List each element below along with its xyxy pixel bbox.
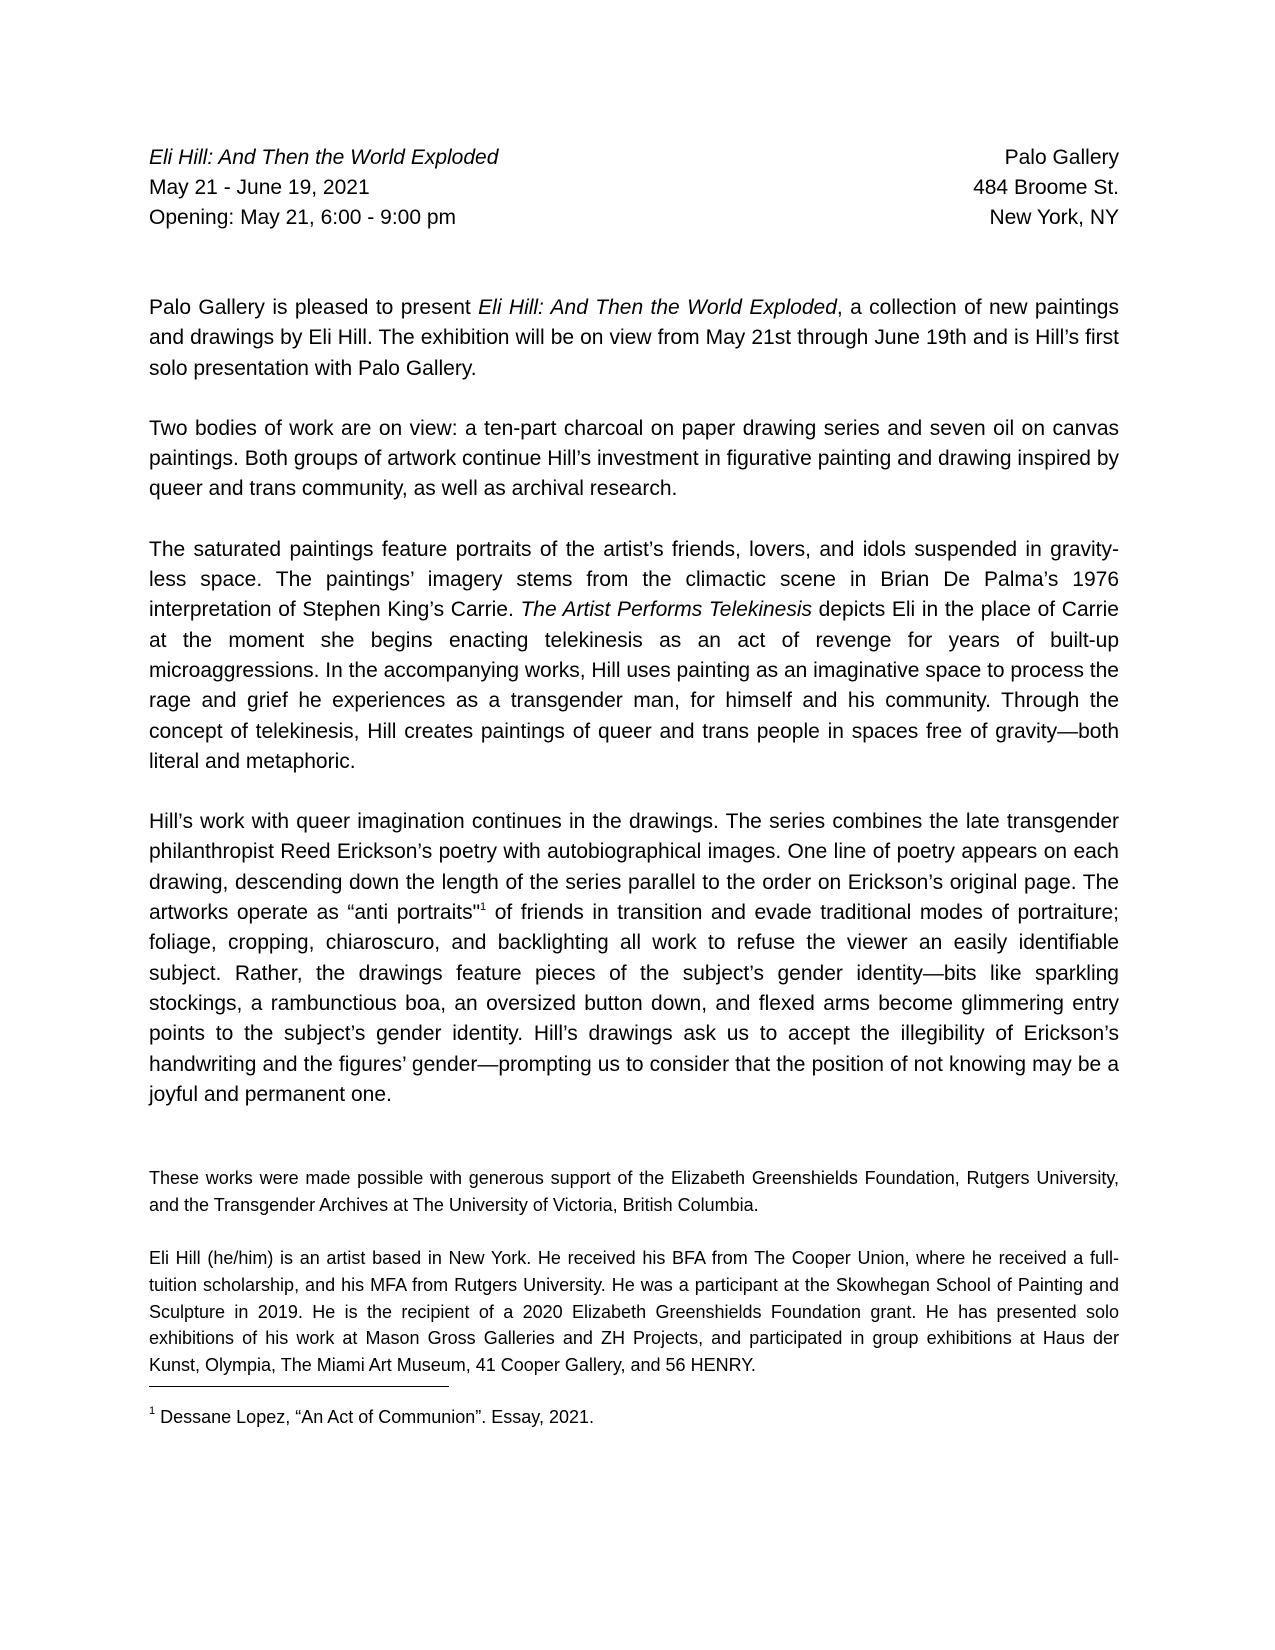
drawings-paragraph: Hill’s work with queer imagination continues in the drawings. The series combines the late transgender philanthropist Reed Erickson’s poetry with autobiographical images. One line of poetry appears on each drawing, descending down the length of the series parallel to the order on Erickson’s original page. The artworks operate as “anti portraits"$^1$ of friends in transition and evade traditional modes of portraiture; foliage, cropping, chiaroscuro, and backlighting all work to refuse the viewer an easily identifiable subject. Rather, the drawings feature pieces of the subject’s gender identity—bits like sparkling stockings, a rambunctious boa, an oversized button down, and flexed arms become glimmering entry points to the subject’s gender identity. Hill’s drawings ask us to accept the illegibility of Erickson’s handwriting and the figures’ gender—prompting us to consider that the position of not knowing may be a joyful and permanent one. bbox=[149, 810, 1120, 1106]
footnote-divider bbox=[149, 1386, 449, 1387]
city: New York, NY bbox=[989, 206, 1119, 229]
gallery-name: Palo Gallery bbox=[1004, 146, 1119, 169]
press-release-page bbox=[149, 143, 1119, 1429]
header bbox=[149, 143, 1119, 239]
exhibition-info bbox=[149, 143, 498, 233]
footnote: $^1$ Dessane Lopez, “An Act of Communion”. Essay, 2021. bbox=[149, 1405, 595, 1428]
street-address: 484 Broome St. bbox=[973, 176, 1119, 199]
footnote-marker: 1 bbox=[149, 1405, 156, 1418]
artist-bio-paragraph: Eli Hill (he/him) is an artist based in New York. He received his BFA from The Cooper Union, where he received a full-tuition scholarship, and his MFA from Rutgers University. He was a participant at the Skowhegan School of Painting and Sculpture in 2019. He is the recipient of a 2020 Elizabeth Greenshields Foundation grant. He has presented solo exhibitions of his work at Mason Gross Galleries and ZH Projects, and participated in group exhibitions at Haus der Kunst, Olympia, The Miami Art Museum, 41 Cooper Gallery, and 56 HENRY. bbox=[149, 1248, 1119, 1375]
footnote-reference: 1 bbox=[480, 901, 487, 914]
bodies-of-work-paragraph: Two bodies of work are on view: a ten-part charcoal on paper drawing series and seven oil on canvas paintings. Both groups of artwork continue Hill’s investment in figurative painting and drawing inspired by queer and trans community, as well as archival research. bbox=[149, 416, 1119, 501]
paintings-paragraph: The saturated paintings feature portraits of the artist’s friends, lovers, and idols suspended in gravity-less space. The paintings’ imagery stems from the climactic scene in Brian De Palma’s 1976 interpretation of Stephen King’s Carrie. The Artist Performs Telekinesis depicts Eli in the place of Carrie at the moment she begins enacting telekinesis as an act of revenge for years of built-up microaggressions. In the accompanying works, Hill uses painting as an imaginative space to process the rage and grief he experiences as a transgender man, for himself and his community. Through the concept of telekinesis, Hill creates paintings of queer and trans people in spaces free of gravity—both literal and metaphoric. bbox=[149, 537, 1119, 773]
exhibition-title: Eli Hill: And Then the World Exploded bbox=[149, 146, 499, 169]
gallery-address bbox=[973, 143, 1119, 233]
exhibition-title-inline: Eli Hill: And Then the World Exploded bbox=[478, 296, 837, 319]
opening-time: Opening: May 21, 6:00 - 9:00 pm bbox=[149, 206, 457, 229]
intro-paragraph: Palo Gallery is pleased to present Eli Hill: And Then the World Exploded, a collection of new paintings and drawings by Eli Hill. The exhibition will be on view from May 21st through June 19th and is Hill’s first solo presentation with Palo Gallery. bbox=[149, 296, 1119, 380]
artwork-title: The Artist Performs Telekinesis bbox=[520, 598, 813, 622]
support-paragraph: These works were made possible with generous support of the Elizabeth Greenshields Foundation, Rutgers University, and the Transgender Archives at The University of Victoria, British Columbia. bbox=[149, 1168, 1119, 1215]
exhibition-dates: May 21 - June 19, 2021 bbox=[149, 176, 370, 199]
